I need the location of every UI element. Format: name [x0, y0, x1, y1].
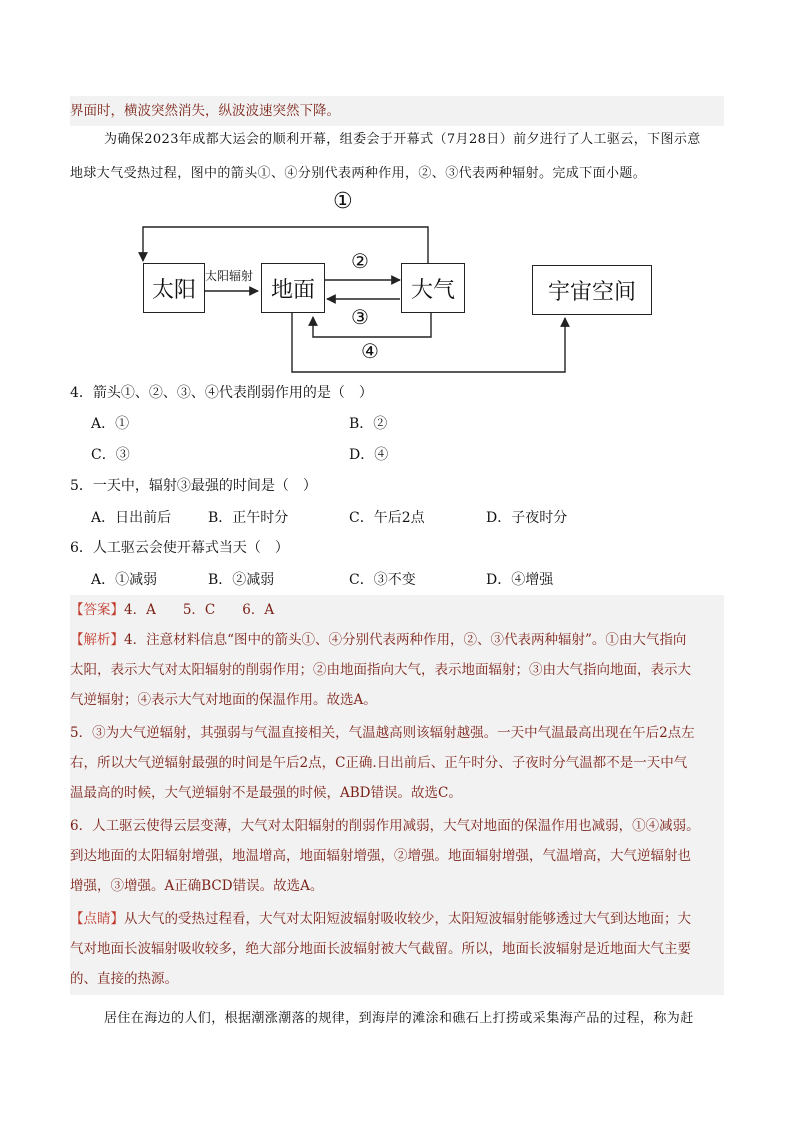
answer-analysis-block	[70, 595, 724, 995]
box-sun: 太阳	[143, 263, 205, 313]
analysis-line-6: 温最高的时候，大气逆辐射不是最强的时候，ABD错误。故选C。	[70, 785, 462, 801]
continued-text: 界面时，横波突然消失，纵波波速突然下降。	[70, 96, 724, 126]
question-4: 4．箭头①、②、③、④代表削弱作用的是（ ）	[70, 385, 373, 401]
analysis-line-9: 增强，③增强。A正确BCD错误。故选A。	[70, 878, 324, 894]
q5-option-b: B．正午时分	[208, 510, 289, 526]
q6-option-c: C．③不变	[349, 572, 416, 588]
box-ground: 地面	[261, 263, 325, 313]
marker-1: ①	[333, 189, 353, 214]
q6-option-b: B．②减弱	[208, 572, 275, 588]
q4-option-a: A．①	[91, 416, 130, 432]
point-line-2: 气对地面长波辐射吸收较多，绝大部分地面长波辐射被大气截留。所以，地面长波辐射是近地面大气主要	[70, 941, 691, 957]
question-6: 6．人工驱云会使开幕式当天（ ）	[70, 540, 289, 556]
q6-option-a: A．①减弱	[91, 572, 158, 588]
arrow-4	[313, 313, 431, 337]
q6-option-d: D．④增强	[486, 572, 554, 588]
marker-3: ③	[351, 305, 369, 329]
analysis-line-7: 6．人工驱云使得云层变薄，大气对太阳辐射的削弱作用减弱，大气对地面的保温作用也减弱，①④减弱。	[70, 818, 700, 834]
marker-4: ④	[361, 339, 379, 363]
q4-option-c: C．③	[91, 447, 130, 463]
marker-2: ②	[351, 249, 369, 273]
answer-line: 【答案】4．A 5．C 6．A	[70, 602, 275, 618]
heating-diagram	[0, 185, 794, 385]
intro-line-1: 为确保2023年成都大运会的顺利开幕，组委会于开幕式（7月28日）前夕进行了人工驱云，下图示意	[104, 132, 701, 147]
point-line-1: 【点睛】从大气的受热过程看，大气对太阳短波辐射吸收较少，太阳短波辐射能够透过大气到达地面；大	[70, 911, 691, 927]
q5-option-d: D．子夜时分	[486, 510, 568, 526]
diagram-arrows	[0, 185, 794, 385]
analysis-line-4: 5．③为大气逆辐射，其强弱与气温直接相关，气温越高则该辐射越强。一天中气温最高出现在午后2点左	[70, 725, 695, 741]
analysis-line-1: 【解析】4．注意材料信息“图中的箭头①、④分别代表两种作用，②、③代表两种辐射”。①由大气指向	[70, 632, 687, 648]
analysis-line-5: 右，所以大气逆辐射最强的时间是午后2点，C正确.日出前后、正午时分、子夜时分气温都不是一天中气	[70, 755, 688, 771]
arrow-1	[143, 227, 428, 265]
q4-option-b: B．②	[349, 416, 388, 432]
arrow-to-space	[292, 313, 565, 372]
next-passage-line: 居住在海边的人们，根据潮涨潮落的规律，到海岸的滩涂和礁石上打捞或采集海产品的过程，称为赶	[104, 1011, 694, 1026]
q5-option-a: A．日出前后	[91, 510, 172, 526]
q4-option-d: D．④	[349, 447, 389, 463]
q5-option-c: C．午后2点	[349, 510, 425, 526]
intro-line-2: 地球大气受热过程，图中的箭头①、④分别代表两种作用，②、③代表两种辐射。完成下面小题。	[70, 166, 647, 181]
analysis-line-2: 太阳，表示大气对太阳辐射的削弱作用；②由地面指向大气，表示地面辐射；③由大气指向地面，表示大	[70, 662, 691, 678]
analysis-line-8: 到达地面的太阳辐射增强，地温增高，地面辐射增强，②增强。地面辐射增强，气温增高，大气逆辐射也	[70, 848, 691, 864]
point-line-3: 的、直接的热源。	[70, 971, 178, 987]
solar-radiation-label: 太阳辐射	[205, 269, 254, 283]
analysis-line-3: 气逆辐射；④表示大气对地面的保温作用。故选A。	[70, 692, 377, 708]
box-space: 宇宙空间	[532, 265, 652, 315]
box-atmosphere: 大气	[401, 263, 465, 313]
question-5: 5．一天中，辐射③最强的时间是（ ）	[70, 478, 317, 494]
